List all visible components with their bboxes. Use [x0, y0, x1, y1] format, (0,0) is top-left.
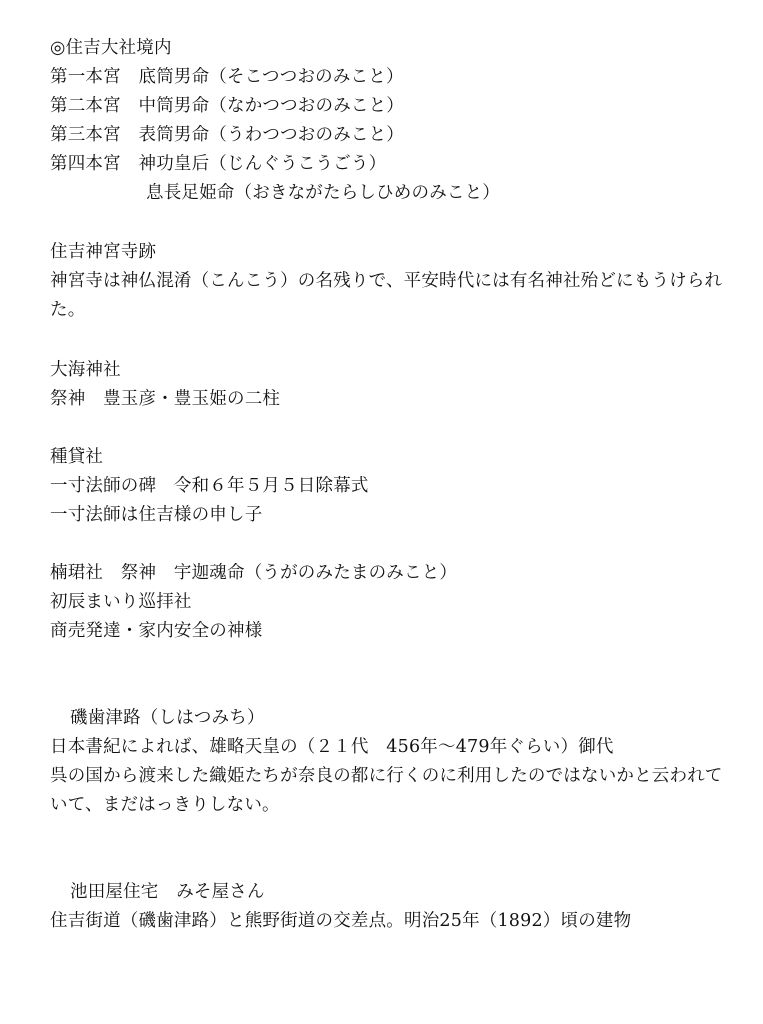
ikedaya-title: 池田屋住宅 みそ屋さん [70, 882, 265, 902]
nanjya-line-1: 初辰まいり巡拝社 [50, 592, 192, 612]
daikai-title: 大海神社 [50, 360, 121, 380]
tanekashi-line-1: 一寸法師の碑 令和６年５月５日除幕式 [50, 476, 369, 496]
jinguji-text: 神宮寺は神仏混淆（こんこう）の名残りで、平安時代には有名神社殆どにもうけられた。 [50, 271, 723, 320]
shrine-line-extra: 息長足姫命（おきながたらしひめのみこと） [146, 183, 500, 203]
ikedaya-text: 住吉街道（磯歯津路）と熊野街道の交差点。明治25年（1892）頃の建物 [50, 911, 632, 931]
shrine-line-3: 第三本宮 表筒男命（うわつつおのみこと） [50, 125, 404, 145]
jinguji-title: 住吉神宮寺跡 [50, 242, 157, 262]
nanjya-title: 楠珺社 祭神 宇迦魂命（うがのみたまのみこと） [50, 563, 458, 583]
shrine-heading: ◎住吉大社境内 [50, 38, 172, 58]
shrine-line-2: 第二本宮 中筒男命（なかつつおのみこと） [50, 96, 404, 116]
shihatsu-line-1: 日本書紀によれば、雄略天皇の（２１代 456年～479年ぐらい）御代 [50, 737, 614, 757]
shrine-line-4: 第四本宮 神功皇后（じんぐうこうごう） [50, 154, 387, 174]
tanekashi-title: 種貸社 [50, 447, 104, 467]
daikai-text: 祭神 豊玉彦・豊玉姫の二柱 [50, 389, 281, 409]
tanekashi-line-2: 一寸法師は住吉様の申し子 [50, 505, 263, 525]
shrine-line-1: 第一本宮 底筒男命（そこつつおのみこと） [50, 67, 404, 87]
nanjya-line-2: 商売発達・家内安全の神様 [50, 621, 263, 641]
shihatsu-text: 呉の国から渡来した織姫たちが奈良の都に行くのに利用したのではないかと云われていて、まだはっきりしない。 [50, 766, 723, 815]
shihatsu-title: 磯歯津路（しはつみち） [70, 708, 265, 728]
